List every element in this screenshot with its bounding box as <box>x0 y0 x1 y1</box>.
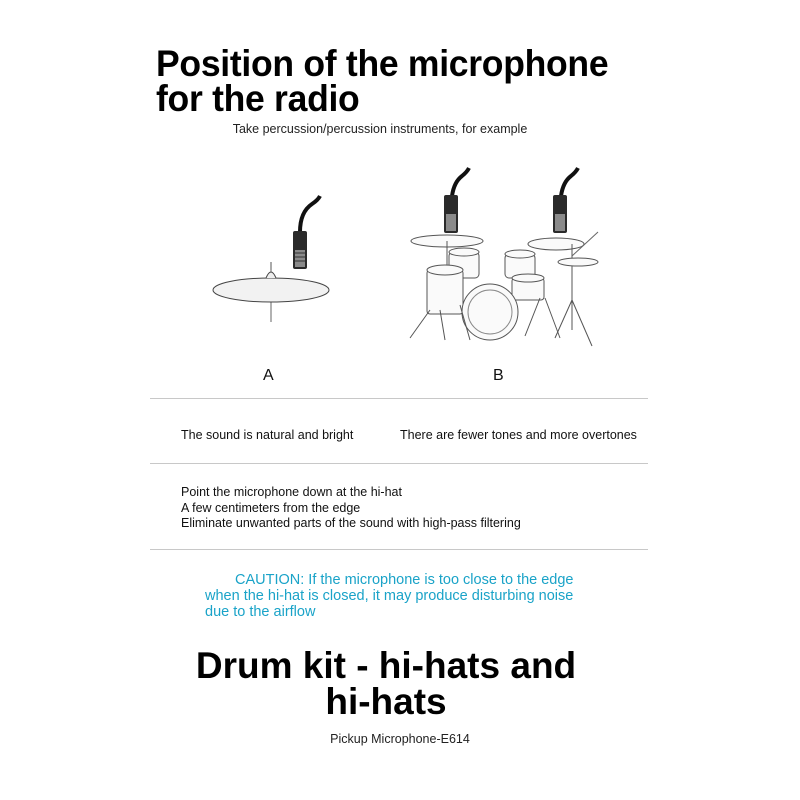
cymbal-a <box>213 262 329 322</box>
microphone-a <box>293 196 320 269</box>
divider-3 <box>150 549 648 550</box>
section-heading-line-2: hi-hats <box>325 681 447 722</box>
instruction-line-1: Point the microphone down at the hi-hat <box>181 485 402 499</box>
drum-kit-b <box>410 232 598 346</box>
page-title-line-2: for the radio <box>156 78 360 119</box>
instruction-line-3: Eliminate unwanted parts of the sound with high-pass filtering <box>181 516 521 530</box>
microphone-b-right <box>553 168 578 233</box>
caution-line-3: due to the airflow <box>205 604 316 620</box>
figure-label-b: B <box>493 367 504 384</box>
microphone-b-left <box>444 168 469 233</box>
product-caption: Pickup Microphone-E614 <box>330 732 470 746</box>
comparison-a-text: The sound is natural and bright <box>181 428 354 442</box>
section-heading-line-1: Drum kit - hi-hats and <box>195 645 577 686</box>
caution-line-2: when the hi-hat is closed, it may produce disturbing noise <box>205 588 574 604</box>
figure-label-a: A <box>263 367 274 384</box>
divider-1 <box>150 398 648 399</box>
comparison-b-text: There are fewer tones and more overtones <box>400 428 637 442</box>
caution-line-1: CAUTION: If the microphone is too close to the edge <box>235 572 574 588</box>
page-title-line-1: Position of the microphone <box>156 43 609 84</box>
instruction-line-2: A few centimeters from the edge <box>181 501 361 515</box>
divider-2 <box>150 463 648 464</box>
page-subtitle: Take percussion/percussion instruments, for example <box>232 122 528 136</box>
